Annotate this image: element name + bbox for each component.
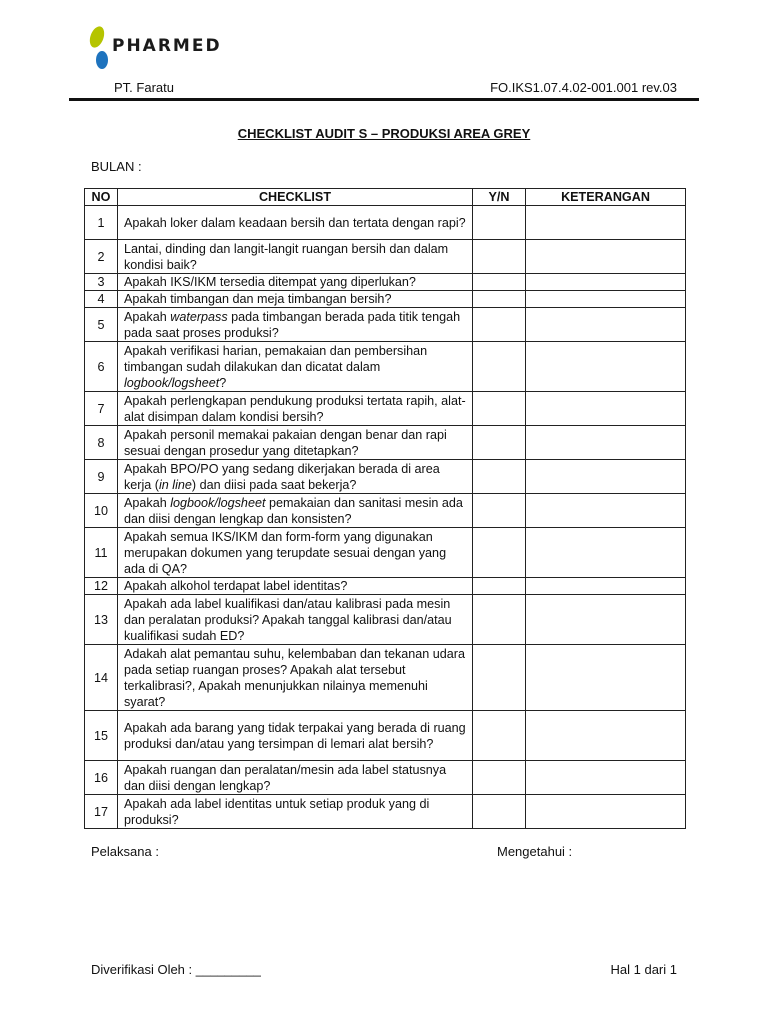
yn-cell[interactable] <box>473 645 526 711</box>
yn-cell[interactable] <box>473 528 526 578</box>
yn-cell[interactable] <box>473 206 526 240</box>
keterangan-cell[interactable] <box>526 795 686 829</box>
header-no: NO <box>85 189 118 206</box>
row-number: 16 <box>85 761 118 795</box>
table-row <box>85 308 686 342</box>
checklist-question: Adakah alat pemantau suhu, kelembaban dan tekanan udara pada setiap ruangan proses? Apakah alat tersebut terkalibrasi?, Apakah menunjukkan nilainya memenuhi syarat? <box>118 645 473 711</box>
table-row <box>85 426 686 460</box>
table-row <box>85 711 686 761</box>
keterangan-cell[interactable] <box>526 291 686 308</box>
yn-cell[interactable] <box>473 711 526 761</box>
keterangan-cell[interactable] <box>526 460 686 494</box>
row-number: 11 <box>85 528 118 578</box>
page-number: Hal 1 dari 1 <box>610 962 677 977</box>
document-code: FO.IKS1.07.4.02-001.001 rev.03 <box>490 80 677 95</box>
pelaksana-label: Pelaksana : <box>91 844 159 859</box>
checklist-table <box>84 188 686 829</box>
checklist-question: Apakah semua IKS/IKM dan form-form yang digunakan merupakan dokumen yang terupdate sesuai dengan yang ada di QA? <box>118 528 473 578</box>
table-row <box>85 342 686 392</box>
yn-cell[interactable] <box>473 308 526 342</box>
row-number: 15 <box>85 711 118 761</box>
header-divider <box>69 98 699 101</box>
checklist-question: Apakah IKS/IKM tersedia ditempat yang diperlukan? <box>118 274 473 291</box>
yn-cell[interactable] <box>473 274 526 291</box>
keterangan-cell[interactable] <box>526 528 686 578</box>
yn-cell[interactable] <box>473 392 526 426</box>
row-number: 4 <box>85 291 118 308</box>
checklist-question: Apakah BPO/PO yang sedang dikerjakan berada di area kerja (in line) dan diisi pada saat bekerja? <box>118 460 473 494</box>
yn-cell[interactable] <box>473 342 526 392</box>
row-number: 1 <box>85 206 118 240</box>
keterangan-cell[interactable] <box>526 426 686 460</box>
table-row <box>85 645 686 711</box>
checklist-question: Apakah loker dalam keadaan bersih dan tertata dengan rapi? <box>118 206 473 240</box>
yn-cell[interactable] <box>473 291 526 308</box>
checklist-question: Apakah logbook/logsheet pemakaian dan sanitasi mesin ada dan diisi dengan lengkap dan konsisten? <box>118 494 473 528</box>
table-row <box>85 392 686 426</box>
yn-cell[interactable] <box>473 578 526 595</box>
checklist-question: Apakah ada barang yang tidak terpakai yang berada di ruang produksi dan/atau yang tersimpan di lemari alat bersih? <box>118 711 473 761</box>
row-number: 5 <box>85 308 118 342</box>
yn-cell[interactable] <box>473 426 526 460</box>
row-number: 2 <box>85 240 118 274</box>
row-number: 14 <box>85 645 118 711</box>
row-number: 17 <box>85 795 118 829</box>
verified-by-field: Diverifikasi Oleh : _________ <box>91 962 261 977</box>
checklist-question: Apakah personil memakai pakaian dengan benar dan rapi sesuai dengan prosedur yang ditetapkan? <box>118 426 473 460</box>
yn-cell[interactable] <box>473 761 526 795</box>
checklist-question: Apakah alkohol terdapat label identitas? <box>118 578 473 595</box>
table-row <box>85 494 686 528</box>
yn-cell[interactable] <box>473 494 526 528</box>
keterangan-cell[interactable] <box>526 342 686 392</box>
month-label: BULAN : <box>91 159 142 174</box>
table-row <box>85 291 686 308</box>
row-number: 12 <box>85 578 118 595</box>
checklist-question: Apakah perlengkapan pendukung produksi tertata rapih, alat-alat disimpan dalam kondisi bersih? <box>118 392 473 426</box>
mengetahui-label: Mengetahui : <box>497 844 573 859</box>
table-row <box>85 595 686 645</box>
yn-cell[interactable] <box>473 795 526 829</box>
keterangan-cell[interactable] <box>526 494 686 528</box>
checklist-question: Apakah verifikasi harian, pemakaian dan pembersihan timbangan sudah dilakukan dan dicatat dalam logbook/logsheet? <box>118 342 473 392</box>
header-keterangan: KETERANGAN <box>526 189 686 206</box>
header-checklist: CHECKLIST <box>118 189 473 206</box>
row-number: 7 <box>85 392 118 426</box>
table-row <box>85 578 686 595</box>
checklist-question: Apakah ada label kualifikasi dan/atau kalibrasi pada mesin dan peralatan produksi? Apakah tanggal kalibrasi dan/atau kualifikasi sudah ED? <box>118 595 473 645</box>
checklist-question: Apakah ruangan dan peralatan/mesin ada label statusnya dan diisi dengan lengkap? <box>118 761 473 795</box>
table-row <box>85 761 686 795</box>
yn-cell[interactable] <box>473 240 526 274</box>
yn-cell[interactable] <box>473 595 526 645</box>
header-yn: Y/N <box>473 189 526 206</box>
table-row <box>85 206 686 240</box>
document-title: CHECKLIST AUDIT S – PRODUKSI AREA GREY <box>237 126 531 141</box>
logo-wordmark: PHARMED <box>112 36 222 56</box>
checklist-question: Apakah ada label identitas untuk setiap produk yang di produksi? <box>118 795 473 829</box>
table-row <box>85 528 686 578</box>
row-number: 9 <box>85 460 118 494</box>
row-number: 3 <box>85 274 118 291</box>
row-number: 8 <box>85 426 118 460</box>
keterangan-cell[interactable] <box>526 274 686 291</box>
row-number: 10 <box>85 494 118 528</box>
table-row <box>85 240 686 274</box>
company-name: PT. Faratu <box>114 80 174 95</box>
yn-cell[interactable] <box>473 460 526 494</box>
row-number: 13 <box>85 595 118 645</box>
table-header-row <box>85 189 686 206</box>
table-row <box>85 795 686 829</box>
row-number: 6 <box>85 342 118 392</box>
keterangan-cell[interactable] <box>526 578 686 595</box>
keterangan-cell[interactable] <box>526 711 686 761</box>
keterangan-cell[interactable] <box>526 392 686 426</box>
checklist-question: Lantai, dinding dan langit-langit ruangan bersih dan dalam kondisi baik? <box>118 240 473 274</box>
checklist-question: Apakah timbangan dan meja timbangan bersih? <box>118 291 473 308</box>
keterangan-cell[interactable] <box>526 645 686 711</box>
table-row <box>85 274 686 291</box>
keterangan-cell[interactable] <box>526 206 686 240</box>
keterangan-cell[interactable] <box>526 761 686 795</box>
keterangan-cell[interactable] <box>526 595 686 645</box>
table-row <box>85 460 686 494</box>
checklist-question: Apakah waterpass pada timbangan berada pada titik tengah pada saat proses produksi? <box>118 308 473 342</box>
keterangan-cell[interactable] <box>526 240 686 274</box>
keterangan-cell[interactable] <box>526 308 686 342</box>
